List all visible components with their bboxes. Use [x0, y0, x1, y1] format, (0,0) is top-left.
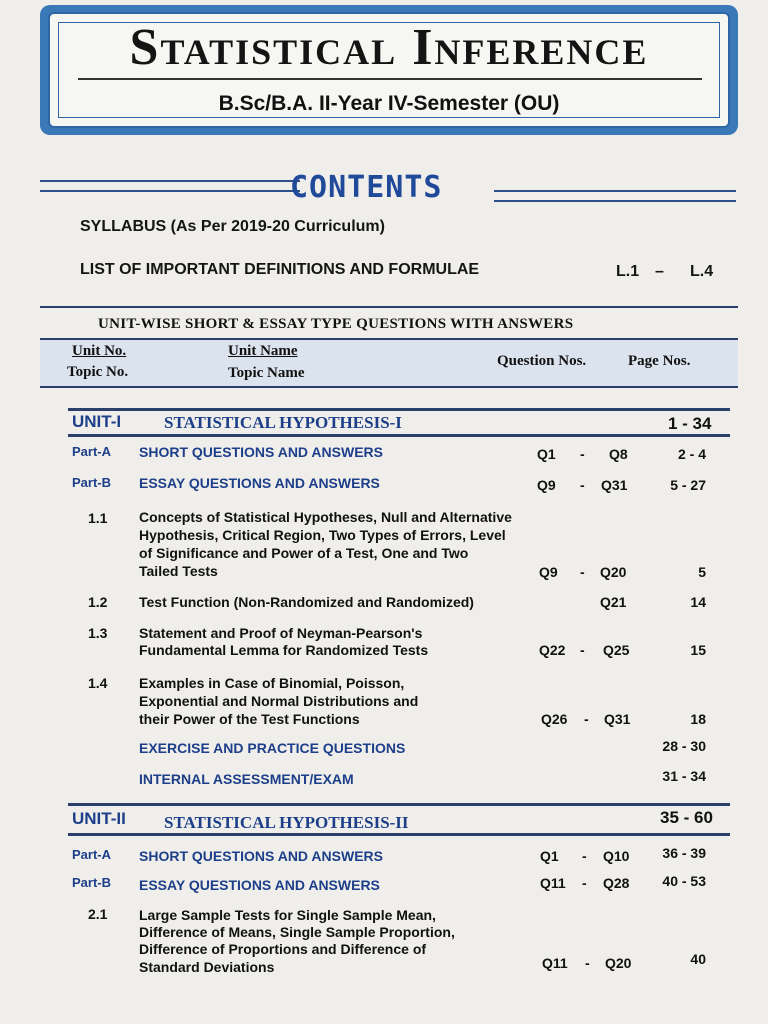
col-question-nos: Question Nos. [497, 353, 587, 369]
title-rule [78, 78, 702, 80]
topic-1-1-q-to: Q20 [600, 564, 627, 580]
unit-2-part-a-q-to: Q10 [603, 848, 630, 864]
topic-1-3-q-to: Q25 [603, 642, 630, 658]
dash: - [580, 642, 585, 658]
col-unit-name: Unit Name [228, 343, 298, 359]
topic-1-1-q-from: Q9 [539, 564, 558, 580]
unit-1-internal-link[interactable]: INTERNAL ASSESSMENT/EXAM [139, 771, 354, 787]
topic-1-4-q-from: Q26 [541, 711, 568, 727]
dash: - [582, 848, 587, 864]
topic-1-1-line-3: of Significance and Power of a Test, One and Two [139, 545, 469, 561]
contents-rule-left [40, 180, 300, 192]
col-topic-no: Topic No. [67, 364, 129, 380]
unit-1-title[interactable]: STATISTICAL HYPOTHESIS-I [164, 413, 402, 432]
definitions-page-from: L.1 [616, 263, 640, 280]
book-title: Statistical Inference [129, 19, 649, 76]
dash: - [584, 711, 589, 727]
topic-1-3-number: 1.3 [88, 625, 108, 641]
unit-2-title[interactable]: STATISTICAL HYPOTHESIS-II [164, 813, 409, 832]
definitions-link[interactable]: LIST OF IMPORTANT DEFINITIONS AND FORMULAE [80, 261, 480, 278]
topic-1-3-q-from: Q22 [539, 642, 566, 658]
topic-1-4-line-1: Examples in Case of Binomial, Poisson, [139, 675, 405, 691]
topic-1-1-page: 5 [698, 564, 706, 580]
unit-1-exercise-pages: 28 - 30 [662, 738, 706, 754]
unit-2-rule-bottom [68, 833, 730, 836]
unit-1-label[interactable]: UNIT-I [72, 412, 122, 431]
unit-1-part-a-q-to: Q8 [609, 446, 628, 462]
topic-2-1-q-from: Q11 [542, 955, 568, 971]
topic-1-2-line-1: Test Function (Non-Randomized and Randomized) [139, 594, 474, 610]
topic-2-1-q-to: Q20 [605, 955, 632, 971]
unit-2-label[interactable]: UNIT-II [72, 809, 126, 828]
unit-1-essay-qa[interactable]: ESSAY QUESTIONS AND ANSWERS [139, 475, 380, 491]
banner-title: UNIT-WISE SHORT & ESSAY TYPE QUESTIONS WITH ANSWERS [98, 316, 574, 332]
topic-1-4-page: 18 [690, 711, 706, 727]
unit-1-exercise-link[interactable]: EXERCISE AND PRACTICE QUESTIONS [139, 740, 406, 756]
unit-2-part-a-q-from: Q1 [540, 848, 559, 864]
unit-1-internal-pages: 31 - 34 [662, 768, 706, 784]
topic-2-1-number: 2.1 [88, 906, 108, 922]
unit-2-part-b: Part-B [72, 875, 112, 890]
unit-1-part-a-q-from: Q1 [537, 446, 556, 462]
unit-1-part-b-pages: 5 - 27 [670, 477, 706, 493]
book-subtitle: B.Sc/B.A. II-Year IV-Semester (OU) [218, 92, 560, 115]
topic-1-2-page: 14 [690, 594, 706, 610]
unit-2-part-b-q-to: Q28 [603, 875, 630, 891]
unit-2-pages: 35 - 60 [660, 808, 713, 827]
dash: - [582, 875, 587, 891]
dash: - [580, 477, 585, 493]
topic-1-2-q-to: Q21 [600, 594, 627, 610]
unit-1-pages: 1 - 34 [668, 414, 712, 433]
topic-2-1-line-4: Standard Deviations [139, 959, 275, 975]
unit-1-part-a: Part-A [72, 444, 112, 459]
topic-1-3-line-2: Fundamental Lemma for Randomized Tests [139, 642, 429, 658]
topic-1-3-page: 15 [690, 642, 706, 658]
unit-1-rule-bottom [68, 434, 730, 437]
unit-2-part-a: Part-A [72, 847, 112, 862]
topic-1-1-number: 1.1 [88, 510, 108, 526]
topic-2-1-page: 40 [690, 951, 706, 967]
contents-heading: CONTENTS [290, 170, 443, 205]
unit-2-part-b-q-from: Q11 [540, 875, 566, 891]
unit-2-part-b-pages: 40 - 53 [662, 873, 706, 889]
unit-2-essay-qa[interactable]: ESSAY QUESTIONS AND ANSWERS [139, 877, 380, 893]
col-page-nos: Page Nos. [628, 353, 691, 369]
unit-2-short-qa[interactable]: SHORT QUESTIONS AND ANSWERS [139, 848, 383, 864]
dash: - [580, 446, 585, 462]
banner-rule-top [40, 306, 738, 308]
unit-1-part-b-q-from: Q9 [537, 477, 556, 493]
col-unit-no: Unit No. [72, 343, 127, 359]
definitions-page-to: L.4 [690, 263, 714, 280]
dash: - [585, 955, 590, 971]
unit-1-rule-top [68, 408, 730, 411]
dash: - [580, 564, 585, 580]
header-rule [40, 386, 738, 388]
syllabus-link[interactable]: SYLLABUS (As Per 2019-20 Curriculum) [80, 218, 385, 235]
topic-1-4-q-to: Q31 [604, 711, 631, 727]
topic-1-4-line-2: Exponential and Normal Distributions and [139, 693, 419, 709]
topic-2-1-line-2: Difference of Means, Single Sample Proportion, [139, 924, 455, 940]
unit-2-part-a-pages: 36 - 39 [662, 845, 706, 861]
topic-1-2-number: 1.2 [88, 594, 108, 610]
definitions-page-dash: – [655, 263, 664, 280]
topic-1-3-line-1: Statement and Proof of Neyman-Pearson's [139, 625, 423, 641]
topic-1-1-line-4: Tailed Tests [139, 563, 218, 579]
unit-1-part-a-pages: 2 - 4 [677, 446, 706, 462]
topic-2-1-line-3: Difference of Proportions and Difference of [139, 941, 427, 957]
topic-1-4-number: 1.4 [88, 675, 108, 691]
unit-1-part-b: Part-B [72, 475, 112, 490]
unit-1-short-qa[interactable]: SHORT QUESTIONS AND ANSWERS [139, 444, 383, 460]
topic-1-1-line-1: Concepts of Statistical Hypotheses, Null and Alternative [139, 509, 512, 525]
col-topic-name: Topic Name [228, 365, 305, 381]
topic-1-4-line-3: their Power of the Test Functions [139, 711, 360, 727]
contents-rule-right [494, 190, 736, 202]
topic-1-1-line-2: Hypothesis, Critical Region, Two Types of Errors, Level [139, 527, 506, 543]
unit-1-part-b-q-to: Q31 [601, 477, 628, 493]
topic-2-1-line-1: Large Sample Tests for Single Sample Mean, [139, 907, 436, 923]
unit-2-rule-top [68, 803, 730, 806]
